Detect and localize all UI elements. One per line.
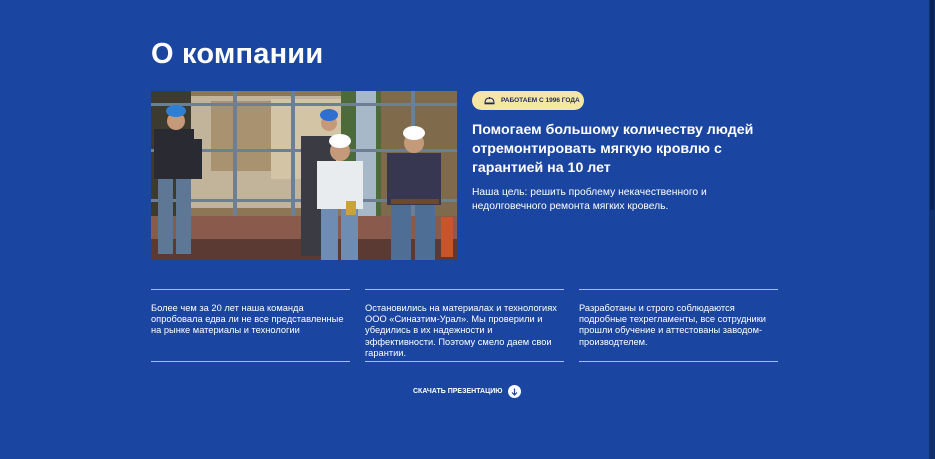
feature-column	[579, 289, 778, 362]
download-label[interactable]: СКАЧАТЬ ПРЕЗЕНТАЦИЮ	[413, 388, 503, 395]
download-presentation-link[interactable]	[413, 385, 521, 398]
feature-text: Более чем за 20 лет наша команда опробовала едва ли не все представленные на рынке материалы и технологии	[151, 303, 344, 336]
page-scrollbar[interactable]	[929, 0, 935, 459]
feature-text: Разработаны и строго соблюдаются подробные техрегламенты, все сотрудники прошли обучение и аттестованы заводом-производтелем.	[579, 303, 766, 347]
feature-column	[151, 289, 350, 362]
headline: Помогаем большому количеству людей отремонтировать мягкую кровлю с гарантией на 10 лет	[472, 122, 754, 176]
arrow-down-icon[interactable]	[508, 385, 521, 398]
hardhat-icon	[484, 96, 495, 105]
workers-photo	[151, 91, 457, 260]
feature-column	[365, 289, 564, 362]
page-title: О компании	[151, 38, 324, 70]
scrollbar-thumb[interactable]	[930, 0, 934, 210]
feature-text: Остановились на материалах и технологиях ООО «Синазтим-Урал». Мы проверили и убедились в их надежности и эффективности. Поэтому смело даем свои гарантии.	[365, 303, 557, 358]
badge-text: РАБОТАЕМ С 1996 ГОДА	[501, 97, 580, 104]
goal-text: Наша цель: решить проблему некачественного и недолговечного ремонта мягких кровель.	[472, 187, 707, 212]
founded-badge	[472, 91, 584, 110]
